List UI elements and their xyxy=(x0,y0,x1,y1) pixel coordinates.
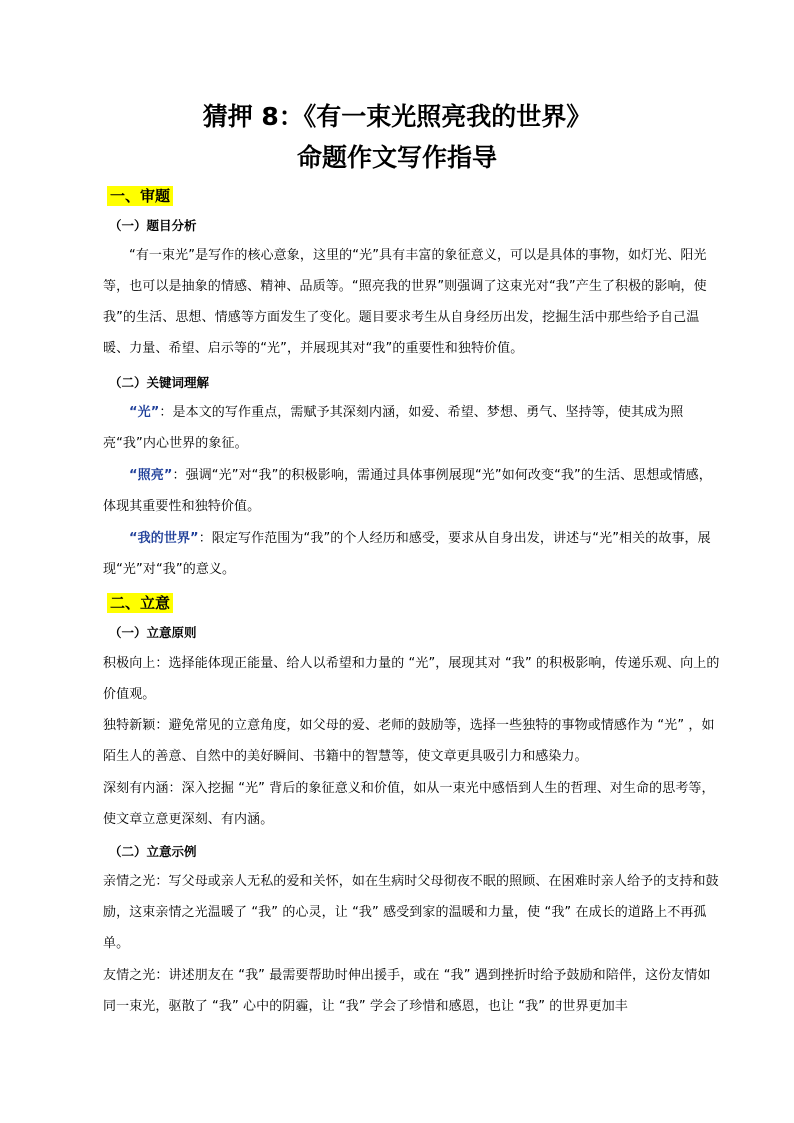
keyword-item-light xyxy=(103,397,723,459)
paragraph-topic-analysis: “有一束光”是写作的核心意象，这里的“光”具有丰富的象征意义，可以是具体的事物，如灯光、阳光等，也可以是抽象的情感、精神、品质等。“照亮我的世界”则强调了这束光对“我”产生了积极的影响，使我”的生活、思想、情感等方面发生了变化。题目要求考生从自身经历出发，挖掘生活中那些给予自己温暖、力量、希望、启示等的“光”，并展现其对“我”的重要性和独特价值。 xyxy=(103,248,707,356)
subheading-theme-examples: （二）立意示例 xyxy=(109,844,197,859)
keyword-explanation: ：是本文的写作重点，需赋予其深刻内涵，如爱、希望、梦想、勇气、坚持等，使其成为照亮“我”内心世界的象征。 xyxy=(103,405,684,451)
keyword-item-my-world xyxy=(103,523,723,585)
keyword-explanation: ：限定写作范围为“我”的个人经历和感受，要求从自身出发，讲述与“光”相关的故事，展现“光”对“我”的意义。 xyxy=(103,531,711,577)
section-heading-review: 一、审题 xyxy=(107,186,173,206)
example-item-family: 亲情之光：写父母或亲人无私的爱和关怀，如在生病时父母彻夜不眠的照顾、在困难时亲人给予的支持和鼓励，这束亲情之光温暖了 “我” 的心灵，让 “我” 感受到家的温暖和力量，使 “我” 在成长的道路上不再孤单。 xyxy=(103,874,719,951)
principle-item-profound: 深刻有内涵：深入挖掘 “光” 背后的象征意义和价值，如从一束光中感悟到人生的哲理、对生命的思考等，使文章立意更深刻、有内涵。 xyxy=(103,781,715,827)
keyword-item-illuminate xyxy=(103,460,723,522)
example-item-friendship: 友情之光：讲述朋友在 “我” 最需要帮助时伸出援手，或在 “我” 遇到挫折时给予鼓励和陪伴，这份友情如同一束光，驱散了 “我” 心中的阴霾，让 “我” 学会了珍惜和感恩，也让 “我” 的世界更加丰 xyxy=(103,968,711,1014)
subheading-topic-analysis: （一）题目分析 xyxy=(109,218,197,233)
section-heading-theme: 二、立意 xyxy=(107,593,173,613)
document-subtitle: 命题作文写作指导 xyxy=(296,143,497,172)
principle-item-unique: 独特新颖：避免常见的立意角度，如父母的爱、老师的鼓励等，选择一些独特的事物或情感作为 “光” ，如陌生人的善意、自然中的美好瞬间、书籍中的智慧等，使文章更具吸引力和感染力。 xyxy=(103,718,715,764)
subheading-theme-principles: （一）立意原则 xyxy=(109,625,197,640)
document-title: 猜押 8：《有一束光照亮我的世界》 xyxy=(202,102,592,131)
keyword-term: “光” xyxy=(129,405,160,420)
keyword-term: “照亮” xyxy=(129,468,173,483)
subheading-keyword-understanding: （二）关键词理解 xyxy=(109,375,210,390)
principle-item-positive: 积极向上：选择能体现正能量、给人以希望和力量的 “光”，展现其对 “我” 的积极影响，传递乐观、向上的价值观。 xyxy=(103,656,720,702)
keyword-term: “我的世界” xyxy=(129,531,199,546)
keyword-explanation: ：强调“光”对“我”的积极影响，需通过具体事例展现“光”如何改变“我”的生活、思想或情感，体现其重要性和独特价值。 xyxy=(103,468,712,514)
